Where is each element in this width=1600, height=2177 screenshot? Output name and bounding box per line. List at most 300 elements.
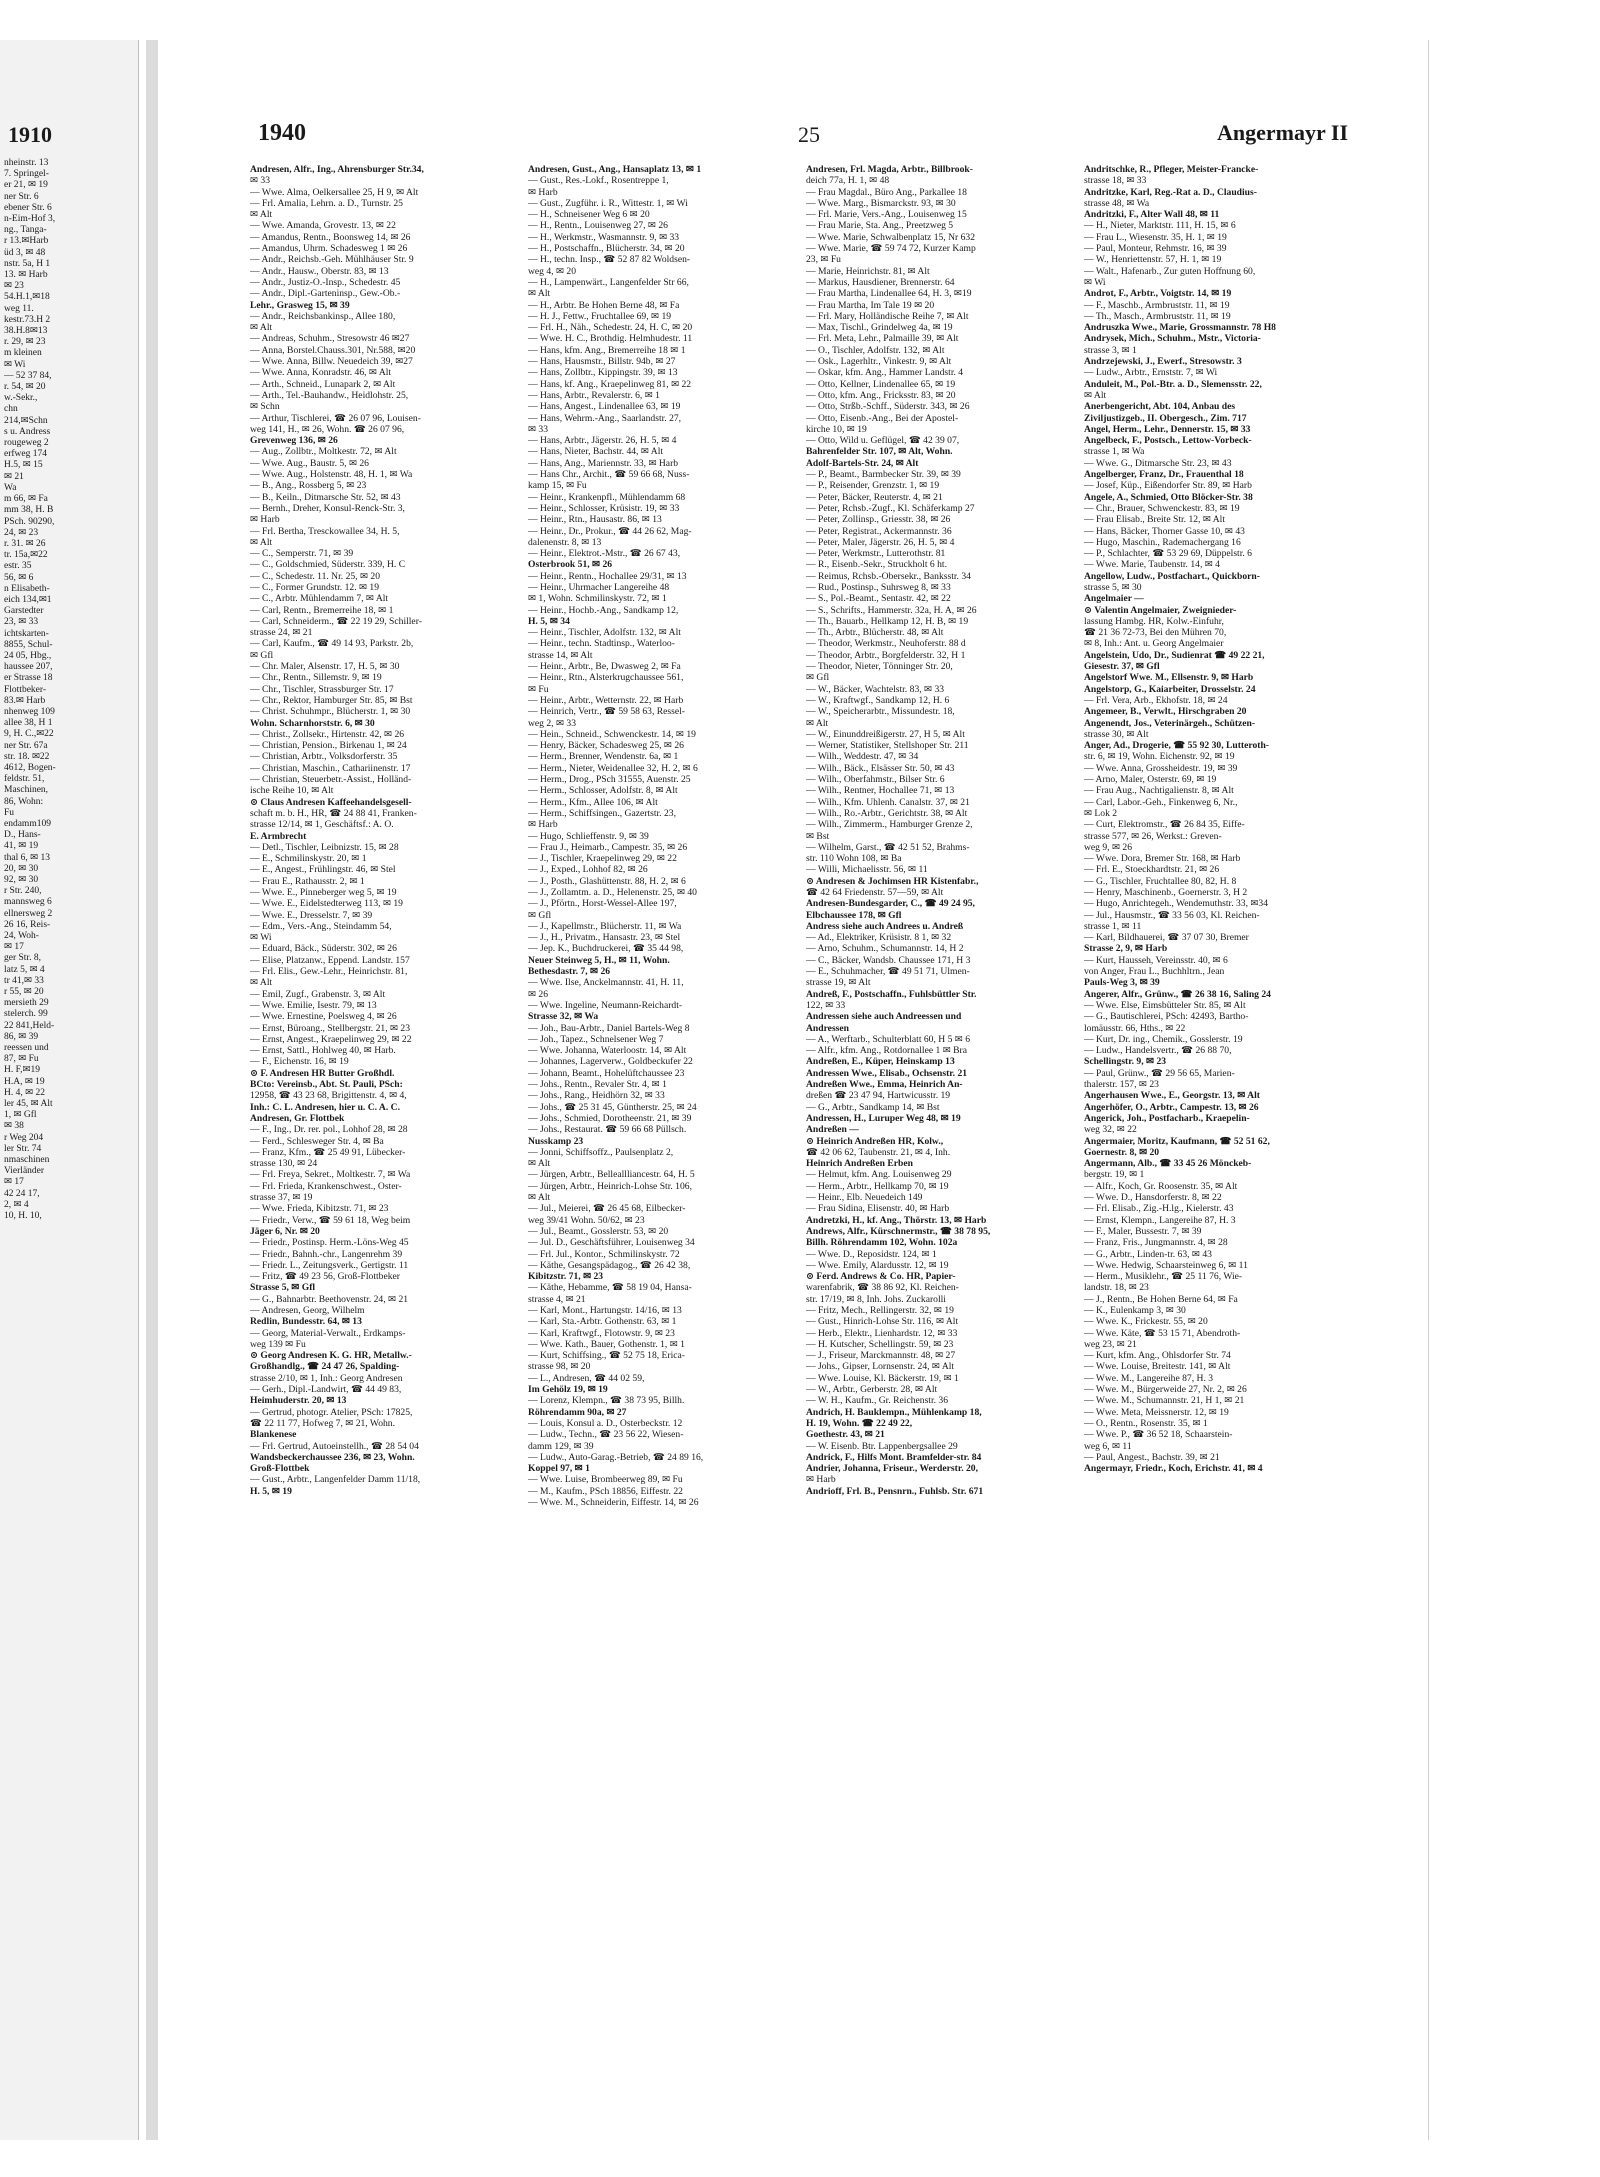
directory-entry: — Hans, kf. Ang., Kraepelinweg 81, ✉ 22 [528,378,692,390]
directory-entry: strasse 24, ✉ 21 [250,627,313,639]
facing-page-lines [0,158,138,1222]
directory-entry: Andressen, H., Luruper Weg 48, ✉ 19 [806,1112,961,1124]
directory-entry: str. 6, ✉ 19, Wohn. Eichenstr. 92, ✉ 19 [1084,751,1235,763]
directory-entry: strasse 19, ✉ Alt [806,977,871,989]
directory-entry: Billh. Röhrendamm 102, Wohn. 102a [806,1237,958,1249]
directory-entry: Andreß, F., Postschaffn., Fuhlsbüttler Str. [806,988,977,1000]
directory-entry: — Aug., Zollbtr., Moltkestr. 72, ✉ Alt [250,446,397,458]
directory-entry: — H., Postschaffn., Blücherstr. 34, ✉ 20 [528,243,685,255]
directory-entry: Andresen, Frl. Magda, Arbtr., Billbrook- [806,164,973,175]
directory-entry: — Max, Tischl., Grindelweg 4a, ✉ 19 [806,322,953,334]
facing-page-line: thal 6, ✉ 13 [4,852,50,863]
running-head: Angermayr II [1217,120,1348,145]
directory-entry: Giesestr. 37, ✉ Gfl [1084,661,1160,673]
directory-entry: — Heinr., techn. Stadtinsp., Waterloo- [528,638,675,650]
directory-entry: — Frl. Jul., Kontor., Schmilinskystr. 72 [528,1248,680,1260]
directory-entry: — Wwe. Louise, Kl. Bäckerstr. 19, ✉ 1 [806,1372,959,1384]
directory-entry: — Andresen, Georg, Wilhelm [250,1304,365,1316]
directory-entry: — Heinr., Krankenpfl., Mühlendamm 68 [528,491,686,503]
directory-entry: — H., techn. Insp., ☎ 52 87 82 Woldsen- [528,254,691,266]
directory-entry: — Wwe. G., Ditmarsche Str. 23, ✉ 43 [1084,457,1232,469]
directory-entry: strasse 30, ✉ Alt [1084,728,1149,740]
directory-entry: — Th., Arbtr., Blücherstr. 48, ✉ Alt [806,627,944,639]
directory-entry: ✉ Harb [528,186,558,198]
directory-entry: — Hans, Arbtr., Jägerstr. 26, H. 5, ✉ 4 [528,435,677,447]
directory-entry: — Wwe. E., Pinneberger weg 5, ✉ 19 [250,887,397,898]
directory-entry: ☎ 42 06 62, Taubenstr. 21, ✉ 4, Inh. [806,1146,951,1158]
directory-entry: Andressen siehe auch Andreessen und [806,1011,962,1023]
facing-page-line: Garstedter [4,606,44,617]
directory-entry: — Johs., ☎ 25 31 45, Güntherstr. 25, ✉ 24 [528,1101,697,1113]
facing-page-line: 4612, Bogen- [4,762,56,773]
facing-page-line: ✉ 17 [4,942,24,953]
directory-entry: — Carl, Kaufm., ☎ 49 14 93, Parkstr. 2b, [250,638,414,650]
directory-entry: — Hans, Zollbtr., Kippingstr. 39, ✉ 13 [528,367,678,379]
directory-entry: — Alfr., kfm. Ang., Rotdornallee 1 ✉ Bra [806,1045,967,1057]
directory-entry: — Herm., Brenner, Wendenstr. 6a, ✉ 1 [528,751,679,763]
directory-entry: — Peter, Registrat., Ackermannstr. 36 [806,525,952,537]
directory-entry: — Hans, kfm. Ang., Bremerreihe 18 ✉ 1 [528,344,686,356]
directory-entry: thalerstr. 157, ✉ 23 [1084,1079,1159,1091]
directory-page [166,40,1429,2140]
directory-entry: — Kurt, Schiffsing., ☎ 52 75 18, Erica- [528,1350,685,1362]
directory-entry: — Wwe. Marie, Taubenstr. 14, ✉ 4 [1084,559,1220,571]
directory-entry: ☎ 21 36 72-73, Bei den Mühren 70, [1084,627,1227,639]
directory-entry: — Kurt, Hausseh, Vereinsstr. 40, ✉ 6 [1084,954,1228,966]
directory-entry: ✉ Wi [1084,276,1106,288]
directory-entry: — Amandus, Rentn., Boonsweg 14, ✉ 26 [250,231,411,243]
directory-entry: deich 77a, H. 1, ✉ 48 [806,175,890,187]
facing-page-line: n Elisabeth- [4,583,50,594]
directory-entry: — C., Former Grundstr. 12. ✉ 19 [250,581,380,593]
directory-entry: — Frl. Elisab., Zig.-H.lg., Kielerstr. 43 [1084,1203,1234,1215]
facing-page-line: mannsweg 6 [4,897,52,908]
directory-entry: Strasse 5, ✉ Gfl [250,1282,316,1294]
facing-page-line: 54.H.1,✉18 [4,292,50,303]
directory-entry: — Frl. Vera, Arb., Ekhofstr. 18, ✉ 24 [1084,694,1228,706]
directory-entry: — J., Zollamtm. a. D., Helenenstr. 25, ✉ 40 [528,887,697,898]
directory-entry: — S., Pol.-Beamt., Sentastr. 42, ✉ 22 [806,593,951,605]
directory-entry: — Andr., Reichsb.-Geh. Mühlhäuser Str. 9 [250,254,414,266]
directory-entry: warenfabrik, ☎ 38 86 92, Kl. Reichen- [806,1282,959,1294]
directory-entry: — Detl., Tischler, Leibnizstr. 15, ✉ 28 [250,841,399,853]
directory-entry: — Wwe. Luise, Brombeerweg 89, ✉ Fu [528,1474,683,1486]
directory-entry: — F., Ing., Dr. rer. pol., Lohhof 28, ✉ 28 [250,1124,408,1136]
directory-entry: Großhandlg., ☎ 24 47 26, Spalding- [250,1361,400,1373]
directory-entry: Röhrendamm 90a, ✉ 27 [528,1406,627,1418]
directory-entry: — Wwe. Marie, Schwalbenplatz 15, Nr 632 [806,231,976,243]
directory-entry: — P., Reisender, Grenzstr. 1, ✉ 19 [806,480,940,492]
directory-entry: str. 110 Wohn 108, ✉ Ba [806,853,902,865]
directory-entry: — Paul, Monteur, Rehmstr. 16, ✉ 39 [1084,243,1227,255]
directory-entry: E. Armbrecht [250,830,307,842]
directory-entry: — Marie, Heinrichstr. 81, ✉ Alt [806,265,930,277]
directory-entry: — Wwe. Emilie, Isestr. 79, ✉ 13 [250,999,377,1011]
directory-entry: Pauls-Weg 3, ✉ 39 [1084,977,1160,989]
directory-entry: — M., Kaufm., PSch 18856, Eiffestr. 22 [528,1485,683,1497]
directory-entry: — Herm., Arbtr., Hellkamp 70, ✉ 19 [806,1180,949,1192]
directory-entry: Angelstorp, G., Kaiarbeiter, Drosselstr. 24 [1084,683,1256,695]
directory-entry: — O., Rentn., Rosenstr. 35, ✉ 1 [1084,1417,1208,1429]
directory-entry: Andrioff, Frl. B., Pensnrn., Fuhlsb. Str. 671 [806,1485,984,1497]
facing-page-line: ellnersweg 2 [4,908,53,919]
directory-entry: — B., Keiln., Ditmarsche Str. 52, ✉ 43 [250,491,401,503]
directory-entry: — Jul. D., Geschäftsführer, Louisenweg 34 [528,1237,695,1249]
directory-entry: Andreßen Wwe., Emma, Heinrich An- [806,1079,963,1091]
directory-entry: — Curt, Elektromstr., ☎ 26 84 35, Eiffe- [1084,819,1245,831]
directory-entry: — Wilh., Rentner, Hochallee 71, ✉ 13 [806,785,955,797]
directory-entry: — Otto, Eisenb.-Ang., Bei der Apostel- [806,412,959,424]
directory-entry: Andruszka Wwe., Marie, Grossmannstr. 78 H8 [1084,322,1276,334]
directory-entry: — Wwe. Anna, Grossheidestr. 19, ✉ 39 [1084,762,1238,774]
facing-page-line: str. 18. ✉22 [4,751,50,762]
directory-entry: Heinrich Andreßen Erben [806,1158,913,1170]
directory-entry: Andrick, F., Hilfs Mont. Bramfelder-str. 84 [806,1451,982,1463]
directory-entry: strasse 2/10, ✉ 1, Inh.: Georg Andresen [250,1372,403,1384]
directory-entry: — Peter, Rchsb.-Zugf., Kl. Schäferkamp 27 [806,502,975,514]
directory-entry: str. 17/19, ✉ 8, Inh. Johs. Zuckarolli [806,1293,946,1305]
facing-page-line: 24 05, Hbg., [4,650,52,661]
directory-entry: — F., Maschb., Armbruststr. 11, ✉ 19 [1084,299,1230,311]
directory-entry: — Heinr., Arbtr., Wetternstr. 22, ✉ Harb [528,694,684,706]
facing-page-line: s u. Andress [4,426,51,437]
directory-entry: — Gust., Arbtr., Langenfelder Damm 11/18, [250,1474,421,1486]
directory-entry: Andress siehe auch Andrees u. Andreß [806,920,964,932]
directory-entry: — G., Bautischlerei, PSch: 42493, Bartho- [1084,1011,1249,1023]
directory-entry: — Carl, Schneiderm., ☎ 22 19 29, Schiller- [250,615,422,627]
directory-entry: — Arno, Schuhm., Schumannstr. 14, H 2 [806,943,964,955]
directory-entry: — Otto, Wild u. Geflügel, ☎ 42 39 07, [806,435,960,447]
directory-entry: Kibitzstr. 71, ✉ 23 [528,1271,604,1283]
facing-page-line: 42 24 17, [4,1188,40,1199]
directory-entry: Strasse 32, ✉ Wa [528,1011,599,1023]
facing-page-line: er Strasse 18 [4,673,53,684]
directory-entry: Grevenweg 136, ✉ 26 [250,435,338,447]
facing-page-line: 87, ✉ Fu [4,1054,39,1065]
facing-page-line: 92, ✉ 30 [4,875,39,885]
directory-entry: — Osk., Lagerhltr., Vinkestr. 9, ✉ Alt [806,356,952,368]
directory-entry: — Helmut, kfm. Ang. Louisenweg 29 [806,1169,952,1181]
directory-entry: — W. H., Kaufm., Gr. Reichenstr. 36 [806,1395,949,1407]
directory-entry: — Frl. Frieda, Krankenschwest., Oster- [250,1180,402,1192]
directory-entry: lassung Hambg. HR, Kolw.-Einfuhr, [1084,615,1224,627]
directory-entry: H. 19, Wohn. ☎ 22 49 22, [806,1417,913,1429]
directory-entry: — Wwe. M., Langereihe 87, H. 3 [1084,1372,1214,1384]
directory-entry: — Wwe. Hedwig, Schaarsteinweg 6, ✉ 11 [1084,1259,1248,1271]
directory-entry: — Peter, Maler, Jägerstr. 26, H. 5, ✉ 4 [806,536,955,548]
directory-entry: — Gust., Zugführ. i. R., Wittestr. 1, ✉ Wi [528,197,688,209]
directory-entry: — A., Werftarb., Schulterblatt 60, H 5 ✉ 6 [806,1033,971,1045]
facing-page-line: 23, ✉ 33 [4,617,39,628]
directory-entry: — Frl. Gertrud, Autoeinstellh., ☎ 28 54 04 [250,1440,419,1452]
facing-page-line: haussee 207, [4,662,53,673]
directory-entry: — E., Schmilinskystr. 20, ✉ 1 [250,853,367,865]
directory-entry: Andresen-Bundesgarder, C., ☎ 49 24 95, [806,898,975,910]
directory-entry: — Wilhelm, Garst., ☎ 42 51 52, Brahms- [806,841,970,853]
page-year: 1940 [258,120,306,146]
directory-entry: H. 5, ✉ 19 [250,1485,292,1497]
directory-entry: ✉ Harb [250,514,280,526]
facing-page-line: nstr. 5a, H 1 [4,258,51,269]
directory-entry: — Wilh., Zimmerm., Hamburger Grenze 2, [806,819,973,831]
directory-entry: — Heinr., Rtn., Hausastr. 86, ✉ 13 [528,514,662,526]
directory-entry: — B., Ang., Rossberg 5, ✉ 23 [250,480,367,492]
directory-entry: Strasse 2, 9, ✉ Harb [1084,943,1168,955]
directory-entry: Andreßen — [806,1124,859,1136]
directory-entry: — Heinr., Schlosser, Krüsistr. 19, ✉ 33 [528,502,680,514]
directory-entry: — J., Pförtn., Horst-Wessel-Allee 197, [528,898,677,910]
directory-entry: — Carl, Labor.-Geh., Finkenweg 6, Nr., [1084,796,1238,808]
directory-entry: ✉ Schn [250,401,280,413]
directory-entry: Angelbeck, F., Postsch., Lettow-Vorbeck- [1084,435,1252,447]
directory-entry: Nusskamp 23 [528,1135,584,1147]
directory-entry: Adolf-Bartels-Str. 24, ✉ Alt [806,457,919,469]
directory-entry: — Frau Martha, Lindenallee 64, H. 3, ✉19 [806,288,972,300]
directory-entry: — Johannes, Lagerverw., Goldbeckufer 22 [528,1056,693,1068]
directory-entry: — Frl. Bertha, Tresckowallee 34, H. 5, [250,525,400,537]
directory-entry: Neuer Steinweg 5, H., ✉ 11, Wohn. [528,954,670,966]
book-gutter [146,40,158,2140]
directory-entry: Elbchaussee 178, ✉ Gfl [806,909,902,921]
facing-page-line: mersieth 29 [4,998,49,1009]
directory-entry: — Arthur, Tischlerei, ☎ 26 07 96, Louisen- [250,412,421,424]
directory-entry: — Frl. Marie, Vers.-Ang., Louisenweg 15 [806,209,967,221]
directory-entry: — Gerh., Dipl.-Landwirt, ☎ 44 49 83, [250,1384,402,1396]
directory-entry: weg 23, ✉ 21 [1084,1338,1137,1350]
directory-entry: — Bernh., Dreher, Konsul-Renck-Str. 3, [250,502,405,514]
facing-page-line: H. F,✉19 [4,1065,40,1076]
directory-entry: Anerbengericht, Abt. 104, Anbau des [1084,401,1236,413]
directory-entry: — J., H., Privatm., Hansastr. 23, ✉ Stel [528,932,681,944]
directory-entry: — Wwe. Marie, ☎ 59 74 72, Kurzer Kamp [806,243,976,255]
directory-entry: — Frl. Elis., Gew.-Lehr., Heinrichstr. 81, [250,966,408,978]
directory-entry: — C., Goldschmied, Süderstr. 339, H. C [250,559,406,571]
directory-entry: — Heinr., Rtn., Alsterkrugchaussee 561, [528,672,684,684]
directory-entry: — Wwe. M., Schneiderin, Eiffestr. 14, ✉ 26 [528,1497,699,1509]
facing-page-line: tr 41,✉ 33 [4,975,44,986]
directory-entry: — Frau J., Heimarb., Campestr. 35, ✉ 26 [528,841,688,853]
facing-page-line: reessen und [4,1043,49,1054]
directory-entry: — Andreas, Schuhm., Stresowstr 46 ✉27 [250,333,410,345]
directory-entry: — Peter, Werkmstr., Lutterothstr. 81 [806,548,946,560]
directory-entry: — W., Arbtr., Gerberstr. 28, ✉ Alt [806,1384,938,1396]
directory-entry: — Wwe. E., Dresselstr. 7, ✉ 39 [250,909,373,921]
directory-entry: — Johs., Gipser, Lornsenstr. 24, ✉ Alt [806,1361,955,1373]
directory-entry: kirche 10, ✉ 19 [806,423,867,435]
directory-entry: Heimhuderstr. 20, ✉ 13 [250,1395,347,1407]
directory-entry: — E., Angest., Frühlingstr. 46, ✉ Stel [250,864,396,876]
facing-page-line: 2, ✉ 4 [4,1199,29,1210]
directory-entry: ☎ 22 11 77, Hofweg 7, ✉ 21, Wohn. [250,1417,395,1429]
directory-entry: — Hugo, Anrichtegeh., Wendemuthstr. 33, ✉34 [1084,898,1269,910]
directory-entry: — Wilh., Oberfahmstr., Bilser Str. 6 [806,774,945,786]
facing-page-line: r. 31. ✉ 26 [4,538,46,549]
directory-entry: — Louis, Konsul a. D., Osterbeckstr. 12 [528,1417,683,1429]
directory-entry: — Josef, Küp., Eißendorfer Str. 89, ✉ Harb [1084,480,1252,492]
directory-entry: — J., Posth., Glashüttenstr. 88, H. 2, ✉ 6 [528,875,686,887]
directory-entry: ☎ 42 64 Friedenstr. 57—59, ✉ Alt [806,887,944,898]
directory-entry: Angenendt, Jos., Veterinärgeh., Schützen- [1084,717,1256,729]
directory-entry: ⊙ Andresen & Jochimsen HR Kistenfabr., [806,875,979,887]
facing-page-line: ebener Str. 6 [4,202,52,213]
facing-page-line: eich 134,✉1 [4,594,52,605]
directory-entry: — Jul., Hausmstr., ☎ 33 56 03, Kl. Reichen- [1084,909,1260,921]
directory-entry: Angellow, Ludw., Postfachart., Quickborn- [1084,570,1260,582]
directory-entry: — Christian, Maschin., Cathariinenstr. 17 [250,762,411,774]
directory-entry: — Heinr., Tischler, Adolfstr. 132, ✉ Alt [528,627,681,639]
directory-entry: — Hans, Hausmstr., Billstr. 94b, ✉ 27 [528,356,676,368]
directory-entry: — Wwe. Ernestine, Poelsweg 4, ✉ 26 [250,1011,397,1023]
directory-entry: — Jul., Beamt., Gosslerstr. 53, ✉ 20 [528,1225,669,1237]
directory-entry: Im Gehölz 19, ✉ 19 [528,1384,608,1396]
directory-entry: — Wwe. K., Frickestr. 55, ✉ 20 [1084,1316,1208,1328]
directory-entry: — Heinr., Dr., Prokur., ☎ 44 26 62, Mag- [528,525,692,537]
directory-entry: — W., Kraftwgf., Sandkamp 12, H. 6 [806,694,950,706]
directory-entry: bergstr. 19, ✉ 1 [1084,1169,1145,1181]
directory-entry: — Karl, Sta.-Arbtr. Gothenstr. 63, ✉ 1 [528,1316,677,1328]
directory-entry: ✉ Gfl [528,909,552,921]
facing-page-line: stelerch. 99 [4,1009,48,1020]
directory-entry: — Ernst, Sattl., Hohlweg 40, ✉ Harb. [250,1045,396,1057]
facing-page-line: ✉ Wi [4,359,26,370]
page-header [258,120,1348,150]
directory-entry: — Frl. E., Stoeckhardtstr. 21, ✉ 26 [1084,864,1220,876]
facing-page-line: m kleinen [4,348,42,359]
directory-entry: — H., Nieter, Marktstr. 111, H. 15, ✉ 6 [1084,220,1236,232]
directory-entry: — Herm., Schlosser, Adolfstr. 8, ✉ Alt [528,785,678,797]
directory-entry: — Hans, Wehrm.-Ang., Saarlandstr. 27, [528,412,682,424]
facing-page-line: 13. ✉ Harb [4,270,48,281]
directory-entry: — Jep. K., Buchdruckerei, ☎ 35 44 98, [528,943,684,955]
directory-entry: strasse 4, ✉ 21 [528,1293,586,1305]
directory-entry: — R., Eisenb.-Sekr., Struckholt 6 ht. [806,559,947,571]
directory-entry: — Frau Elisab., Breite Str. 12, ✉ Alt [1084,514,1226,526]
directory-entry: — Frl. Freya, Sekret., Moltkestr. 7, ✉ Wa [250,1169,411,1181]
directory-entry: — Wwe. Kath., Bauer, Gothenstr. 1, ✉ 1 [528,1338,685,1350]
facing-page-line: 1, ✉ Gfl [4,1110,37,1121]
directory-entry: ⊙ Heinrich Andreßen HR, Kolw., [806,1135,944,1147]
directory-column-1 [250,164,516,2064]
facing-page-line: 22 841,Held- [4,1020,55,1031]
facing-page-line: nmaschinen [4,1155,50,1166]
directory-entry: — Paul, Grünw., ☎ 29 56 65, Marien- [1084,1067,1235,1079]
directory-entry: BCto: Vereinsb., Abt. St. Pauli, PSch: [250,1079,403,1091]
directory-entry: ⊙ Valentin Angelmaier, Zweignieder- [1084,604,1237,616]
directory-entry: — F., Eichenstr. 16, ✉ 19 [250,1056,349,1068]
directory-entry: — Andr., Hausw., Oberstr. 83, ✉ 13 [250,265,389,277]
directory-entry: — Wwe. H. C., Brothdig. Helmhudestr. 11 [528,333,693,345]
facing-page-line: 10, H. 10, [4,1211,42,1222]
directory-entry: Osterbrook 51, ✉ 26 [528,559,613,571]
directory-entry: ✉ 33 [250,175,271,187]
directory-entry: Angelberger, Franz, Dr., Frauenthal 18 [1084,469,1244,481]
facing-page-line: ✉ 23 [4,281,24,292]
directory-entry: kamp 15, ✉ Fu [528,480,587,492]
facing-page-line: tr. 15a,✉22 [4,550,48,561]
directory-entry: — Wwe. M., Bürgerweide 27, Nr. 2, ✉ 26 [1084,1384,1247,1396]
directory-entry: — Willi, Michaelisstr. 56, ✉ 11 [806,864,928,876]
facing-page-line: nheinstr. 13 [4,158,49,168]
facing-page-line: üd 3, ✉ 48 [4,247,46,258]
directory-entry: H. 5, ✉ 34 [528,615,570,627]
directory-entry: weg 9, ✉ 26 [1084,841,1133,853]
directory-entry: — Gust., Res.-Lokf., Rosentreppe 1, [528,175,669,187]
directory-entry: — Hugo, Schlieffenstr. 9, ✉ 39 [528,830,649,842]
directory-entry: Andresen, Gr. Flottbek [250,1112,345,1124]
facing-page-line: n-Eim-Hof 3, [4,214,56,225]
directory-entry: Angemeer, B., Verwlt., Hirschgraben 20 [1084,706,1247,718]
directory-entry: — E., Schuhmacher, ☎ 49 51 71, Ulmen- [806,966,970,978]
facing-page-line: H.5, ✉ 15 [4,460,43,471]
directory-entry: — Fritz, Mech., Rellingerstr. 32, ✉ 19 [806,1304,954,1316]
directory-entry: — Heinr., Elb. Neuedeich 149 [806,1192,923,1204]
directory-entry: — Karl, Bildhauerei, ☎ 37 07 30, Bremer [1084,932,1249,944]
directory-entry: — Andr., Reichsbankinsp., Allee 180, [250,310,396,322]
facing-page-line: 24, Woh- [4,931,39,942]
facing-page-line: 26 16, Reis- [4,919,51,930]
directory-entry: — Heinrich, Vertr., ☎ 59 58 63, Ressel- [528,706,685,718]
facing-page-line: r Str. 240, [4,886,42,897]
directory-entry: — Wwe. D., Reposidstr. 124, ✉ 1 [806,1248,937,1260]
directory-entry: Lehr., Grasweg 15, ✉ 39 [250,299,350,311]
directory-entry: Wandsbeckerchaussee 236, ✉ 23, Wohn. [250,1451,415,1463]
directory-entry: Andritzke, Karl, Reg.-Rat a. D., Claudius- [1084,186,1257,198]
directory-entry: — Hans, Nieter, Bachstr. 44, ✉ Alt [528,446,664,458]
directory-entry: weg 6, ✉ 11 [1084,1440,1132,1452]
directory-entry: Andresen, Alfr., Ing., Ahrensburger Str.34, [250,164,424,175]
directory-entry: Inh.: C. L. Andresen, hier u. C. A. C. [250,1101,400,1113]
directory-entry: Bethesdastr. 7, ✉ 26 [528,966,611,978]
directory-entry: — Christ., Zollsekr., Hirtenstr. 42, ✉ 26 [250,728,405,740]
directory-entry: strasse 18, ✉ 33 [1084,175,1147,187]
directory-entry: weg 141, H., ✉ 26, Wohn. ☎ 26 07 96, [250,423,405,435]
directory-entry: — Wwe. E., Eidelstedterweg 113, ✉ 19 [250,898,403,910]
directory-entry: — Th., Masch., Armbruststr. 11, ✉ 19 [1084,310,1231,322]
directory-entry: Andrysek, Mich., Schuhm., Mstr., Victoria- [1084,333,1261,345]
directory-entry: ✉ Gfl [250,649,274,661]
facing-page-line: ✉ 21 [4,471,24,482]
facing-page-line: — 52 37 84, [4,370,52,381]
directory-entry: weg 39/41 Wohn. 50/62, ✉ 23 [528,1214,645,1226]
directory-entry: — Wwe. Meta, Meissnerstr. 12, ✉ 19 [1084,1406,1229,1418]
directory-entry: — W., Henriettenstr. 57, H. 1, ✉ 19 [1084,254,1222,266]
directory-entry: — K., Eulenkamp 3, ✉ 30 [1084,1304,1186,1316]
facing-page-year: 1910 [8,122,52,147]
directory-entry: weg 32, ✉ 22 [1084,1124,1137,1136]
directory-entry: Anger, Ad., Drogerie, ☎ 55 92 30, Lutteroth- [1084,740,1269,752]
facing-page-line: 41, ✉ 19 [4,841,39,852]
directory-entry: — Chr., Rektor, Hamburger Str. 85, ✉ Bst [250,694,413,706]
directory-entry: — Joh., Bau-Arbtr., Daniel Bartels-Weg 8 [528,1022,690,1034]
directory-entry: — Arno, Maler, Osterstr. 69, ✉ 19 [1084,774,1217,786]
directory-entry: — Friedr. L., Zeitungsverk., Gertigstr. 11 [250,1259,409,1271]
directory-entry: ✉ Alt [250,977,273,989]
directory-entry: — Frau E., Rathausstr. 2, ✉ 1 [250,875,365,887]
directory-entry: — Wilh., Kfm. Uhlenh. Canalstr. 37, ✉ 21 [806,796,970,808]
directory-entry: — Johs., Restaurat. ☎ 59 66 68 Püllsch. [528,1124,687,1136]
facing-page-line: 8855, Schul- [4,639,53,650]
directory-entry: — Wwe. Amanda, Grovestr. 13, ✉ 22 [250,220,396,232]
facing-page-line: feldstr. 51, [4,774,45,785]
directory-entry: — Heinr., Uhrmacher Langereihe 48 [528,581,670,593]
facing-page-line: m 66, ✉ Fa [4,494,48,505]
directory-entry: ✉ 26 [528,988,549,1000]
facing-page-line: 38.H.8✉13 [4,326,48,337]
directory-entry: ⊙ F. Andresen HR Butter Großhdl. [250,1067,395,1079]
directory-entry: — Wilh., Weddestr. 47, ✉ 34 [806,751,919,763]
directory-entry: — C., Schedestr. 11. Nr. 25, ✉ 20 [250,570,380,582]
directory-entry: — Franz, Fris., Jungmannstr. 4, ✉ 28 [1084,1237,1228,1249]
